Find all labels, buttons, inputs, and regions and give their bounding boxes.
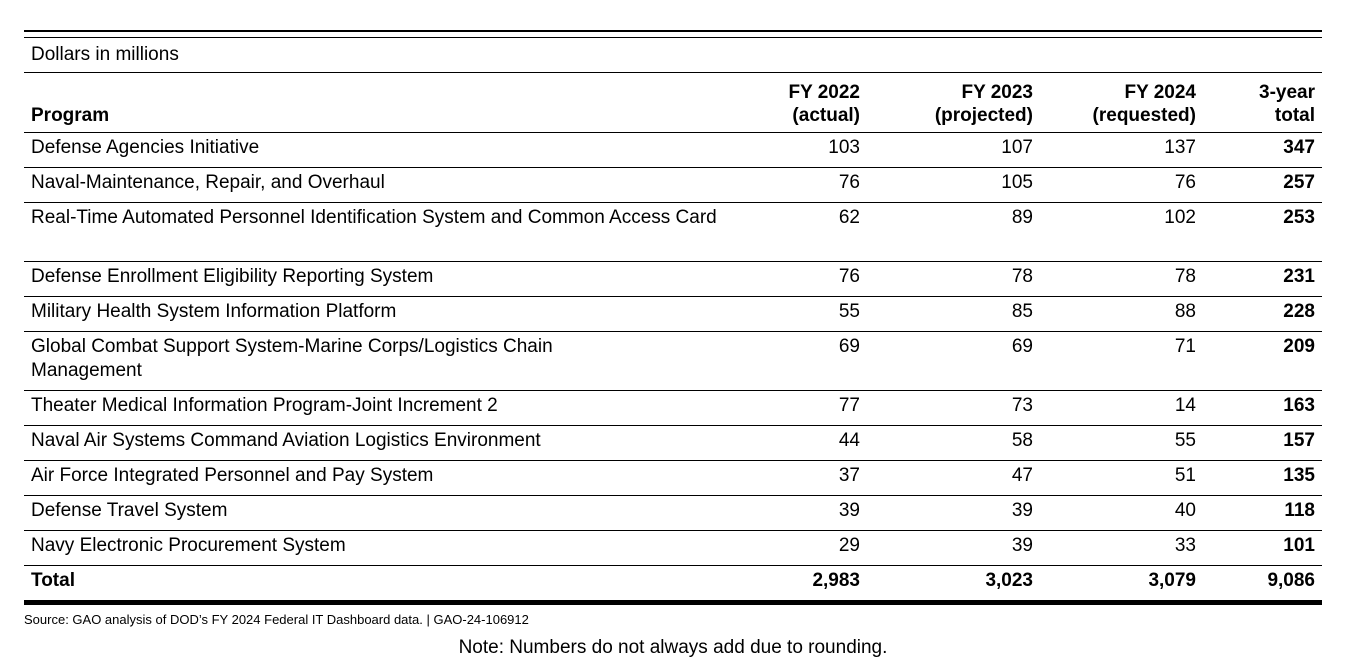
grand-total: 9,086 bbox=[1267, 570, 1315, 591]
fy2022-value: 37 bbox=[838, 465, 860, 486]
table-row bbox=[24, 391, 1322, 426]
program-name: Real-Time Automated Personnel Identification System and Common Access Card bbox=[31, 207, 717, 228]
program-name: Naval-Maintenance, Repair, and Overhaul bbox=[31, 172, 385, 193]
fy2024-total: 3,079 bbox=[1148, 570, 1196, 591]
fy2023-value: 73 bbox=[1011, 395, 1033, 416]
fy2023-value: 47 bbox=[1011, 465, 1033, 486]
fy2024-value: 137 bbox=[1164, 137, 1196, 158]
table-total-row bbox=[24, 566, 1322, 600]
total-label: Total bbox=[31, 570, 75, 591]
fy2022-value: 69 bbox=[838, 336, 860, 357]
total-value: 231 bbox=[1283, 266, 1315, 287]
fy2022-value: 77 bbox=[838, 395, 860, 416]
total-value: 157 bbox=[1283, 430, 1315, 451]
total-value: 135 bbox=[1283, 465, 1315, 486]
table-row bbox=[24, 496, 1322, 531]
fy2023-value: 85 bbox=[1011, 301, 1033, 322]
fy2023-value: 107 bbox=[1001, 137, 1033, 158]
table-row bbox=[24, 531, 1322, 566]
table-row bbox=[24, 332, 1322, 391]
fy2024-value: 40 bbox=[1174, 500, 1196, 521]
source-note: Source: GAO analysis of DOD’s FY 2024 Federal IT Dashboard data. | GAO-24-106912 bbox=[24, 612, 529, 627]
total-value: 209 bbox=[1283, 336, 1315, 357]
header-fy2024: FY 2024 (requested) bbox=[1092, 82, 1196, 126]
fy2024-value: 14 bbox=[1174, 395, 1196, 416]
header-fy2023: FY 2023 (projected) bbox=[934, 82, 1033, 126]
table-row bbox=[24, 133, 1322, 168]
fy2023-value: 89 bbox=[1011, 207, 1033, 228]
fy2023-value: 105 bbox=[1001, 172, 1033, 193]
fy2024-value: 102 bbox=[1164, 207, 1196, 228]
fy2023-value: 78 bbox=[1011, 266, 1033, 287]
total-value: 118 bbox=[1284, 500, 1315, 521]
program-name: Defense Travel System bbox=[31, 500, 228, 521]
fy2023-value: 39 bbox=[1011, 500, 1033, 521]
program-name: Military Health System Information Platform bbox=[31, 301, 397, 322]
fy2022-value: 62 bbox=[838, 207, 860, 228]
table-header-row bbox=[24, 73, 1322, 133]
program-name: Air Force Integrated Personnel and Pay System bbox=[31, 465, 434, 486]
fy2024-value: 71 bbox=[1174, 336, 1196, 357]
fy2024-value: 55 bbox=[1174, 430, 1196, 451]
fy2024-value: 78 bbox=[1174, 266, 1196, 287]
table-row bbox=[24, 203, 1322, 262]
top-rule bbox=[24, 30, 1322, 38]
program-name: Global Combat Support System-Marine Corps/Logistics Chain Management bbox=[31, 336, 553, 381]
fy2022-value: 76 bbox=[838, 172, 860, 193]
table-row bbox=[24, 168, 1322, 203]
fy2024-value: 51 bbox=[1174, 465, 1196, 486]
total-value: 163 bbox=[1283, 395, 1315, 416]
fy2023-value: 58 bbox=[1011, 430, 1033, 451]
table-row bbox=[24, 262, 1322, 297]
table-row bbox=[24, 297, 1322, 332]
fy2022-value: 103 bbox=[828, 137, 860, 158]
rounding-note: Note: Numbers do not always add due to rounding. bbox=[458, 637, 888, 658]
program-name: Navy Electronic Procurement System bbox=[31, 535, 346, 556]
program-name: Defense Enrollment Eligibility Reporting System bbox=[31, 266, 434, 287]
fy2022-value: 44 bbox=[838, 430, 860, 451]
total-value: 228 bbox=[1283, 301, 1315, 322]
program-name: Theater Medical Information Program-Joint Increment 2 bbox=[31, 395, 498, 416]
fy2023-total: 3,023 bbox=[985, 570, 1033, 591]
total-value: 347 bbox=[1283, 137, 1315, 158]
fy2022-value: 76 bbox=[838, 266, 860, 287]
header-program: Program bbox=[31, 105, 110, 126]
fy2024-value: 76 bbox=[1174, 172, 1196, 193]
table-row bbox=[24, 461, 1322, 496]
fy2024-value: 33 bbox=[1174, 535, 1196, 556]
fy2022-value: 55 bbox=[838, 301, 860, 322]
header-total: 3-year total bbox=[1259, 82, 1315, 126]
fy2023-value: 69 bbox=[1011, 336, 1033, 357]
fy2023-value: 39 bbox=[1011, 535, 1033, 556]
total-value: 101 bbox=[1283, 535, 1315, 556]
units-label: Dollars in millions bbox=[24, 38, 1322, 73]
total-value: 257 bbox=[1283, 172, 1315, 193]
fy2022-value: 29 bbox=[838, 535, 860, 556]
table-row bbox=[24, 426, 1322, 461]
program-name: Naval Air Systems Command Aviation Logistics Environment bbox=[31, 430, 541, 451]
bottom-rule bbox=[24, 600, 1322, 605]
fy2022-total: 2,983 bbox=[812, 570, 860, 591]
fy2024-value: 88 bbox=[1174, 301, 1196, 322]
fy2022-value: 39 bbox=[838, 500, 860, 521]
spending-table bbox=[24, 30, 1322, 605]
header-fy2022: FY 2022 (actual) bbox=[788, 82, 860, 126]
program-name: Defense Agencies Initiative bbox=[31, 137, 260, 158]
total-value: 253 bbox=[1283, 207, 1315, 228]
